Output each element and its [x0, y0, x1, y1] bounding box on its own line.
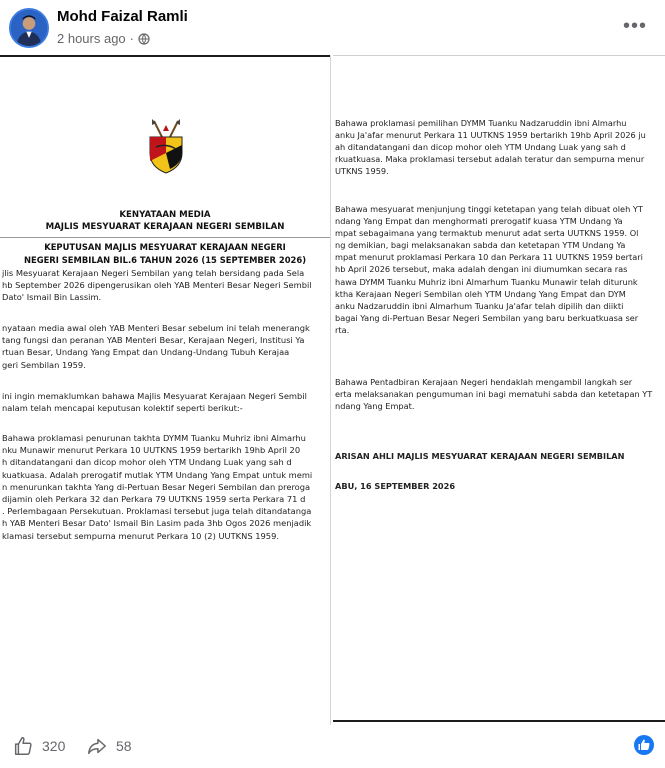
state-crest-icon: [140, 117, 192, 175]
doc-line: Bahawa Pentadbiran Kerajaan Negeri hendaklah mengambil langkah ser: [335, 377, 633, 387]
like-button[interactable]: [12, 735, 65, 757]
doc-paragraph: [2, 432, 312, 542]
share-icon: [86, 735, 108, 757]
doc-line: Bahawa proklamasi pemilihan DYMM Tuanku Nadzaruddin ibni Almarhu: [335, 118, 627, 128]
author-name[interactable]: Mohd Faizal Ramli: [57, 8, 188, 25]
like-reaction-icon[interactable]: [634, 735, 654, 755]
doc-line: ndang Yang Empat.: [335, 401, 415, 412]
post-image[interactable]: [0, 55, 665, 730]
doc-line: tang fungsi dan peranan YAB Menteri Besar, Kerajaan Negeri, Institusi Ya: [2, 335, 305, 346]
like-count: 320: [42, 738, 66, 754]
doc-heading: KENYATAAN MEDIA: [119, 210, 211, 220]
doc-line: ng demikian, bagi melaksanakan sabda dan ketetapan YTM Undang Ya: [335, 240, 626, 251]
doc-line: h YAB Menteri Besar Dato' Ismail Bin Lasim pada 3hb Ogos 2026 menjadik: [2, 518, 312, 529]
divider: [330, 55, 665, 56]
doc-line: jlis Mesyuarat Kerajaan Negeri Sembilan yang telah bersidang pada Sela: [2, 268, 305, 278]
doc-signature-line: ARISAN AHLI MAJLIS MESYUARAT KERAJAAN NEGERI SEMBILAN: [335, 451, 625, 461]
post-header: [0, 0, 665, 56]
thumbs-up-icon: [12, 735, 34, 757]
doc-line: rtuan Besar, Undang Yang Empat dan Undang-Undang Tubuh Kerajaa: [2, 347, 290, 358]
avatar[interactable]: [9, 8, 49, 48]
doc-line: Dato' Ismail Bin Lassim.: [2, 292, 102, 303]
doc-paragraph: [335, 203, 643, 336]
doc-line: nalam telah mencapai keputusan kolektif seperti berikut:-: [2, 403, 243, 414]
doc-line: nku Munawir menurut Perkara 10 UUTKNS 1959 bertarikh 19hb April 20: [2, 445, 301, 456]
doc-subheading: MAJLIS MESYUARAT KERAJAAN NEGERI SEMBILAN: [45, 222, 285, 232]
doc-line: Bahawa mesyuarat menjunjung tinggi ketetapan yang telah dibuat oleh YT: [335, 204, 643, 214]
doc-line: dijamin oleh Perkara 32 dan Perkara 79 UUTKNS 1959 serta Perkara 71 d: [2, 494, 306, 505]
doc-line: kuatkuasa. Adalah prerogatif mutlak YTM Undang Yang Empat untuk memi: [2, 469, 313, 480]
doc-line: ini ingin memaklumkan bahawa Majlis Mesyuarat Kerajaan Negeri Sembil: [2, 391, 307, 401]
doc-line: n menurunkan takhta Yang di-Pertuan Besar Negeri Sembilan dan preroga: [2, 481, 311, 492]
doc-line: ktha Kerajaan Negeri Sembilan oleh YTM Undang Yang Empat dan DYM: [335, 288, 626, 299]
doc-date-line: ABU, 16 SEPTEMBER 2026: [335, 481, 456, 491]
doc-line: h ditandatangani dan dicop mohor oleh YTM Undang Luak yang sah d: [2, 457, 292, 468]
doc-line: nyataan media awal oleh YAB Menteri Besar sebelum ini telah menerangk: [2, 323, 310, 333]
doc-paragraph: [335, 376, 652, 412]
doc-line: rkuatkuasa. Maka proklamasi tersebut adalah teratur dan sempurna menur: [335, 154, 645, 165]
divider: [0, 237, 330, 238]
post-meta: 2 hours ago ·: [57, 31, 150, 46]
more-options-icon[interactable]: •••: [622, 15, 647, 37]
globe-icon: [138, 33, 150, 45]
doc-line: ah ditandatangani dan dicop mohor oleh YTM Undang Luak yang sah d: [335, 142, 626, 153]
doc-line: ndang Yang Empat dan menghormati prerogatif kuasa YTM Undang Ya: [335, 216, 623, 227]
doc-paragraph: [2, 322, 310, 371]
post-actions: [0, 730, 665, 768]
doc-line: . Perlembagaan Persekutuan. Proklamasi tersebut juga telah ditandatanga: [2, 506, 312, 517]
doc-line: anku Nadzaruddin ibni Almarhum Tuanku Ja'afar telah dipilih dan diikti: [335, 300, 624, 311]
doc-line: hb April 2026 tersebut, maka adalah dengan ini diumumkan secara ras: [335, 264, 628, 275]
post-time[interactable]: 2 hours ago: [57, 31, 126, 46]
doc-paragraph: [2, 267, 312, 304]
document-page-left: [0, 57, 330, 730]
doc-line: erta melaksanakan pengumuman ini bagi mematuhi sabda dan ketetapan YT: [335, 389, 653, 400]
doc-paragraph: [335, 117, 646, 177]
doc-line: Bahawa proklamasi penurunan takhta DYMM Tuanku Muhriz ibni Almarhu: [2, 433, 306, 443]
divider: [333, 720, 665, 722]
doc-line: geri Sembilan 1959.: [2, 359, 86, 370]
doc-line: rta.: [335, 324, 350, 335]
doc-title-line2: NEGERI SEMBILAN BIL.6 TAHUN 2026 (15 SEPTEMBER 2026): [23, 255, 307, 265]
doc-line: bagai Yang di-Pertuan Besar Negeri Sembilan yang baru berkuatkuasa ser: [335, 312, 639, 323]
doc-line: mpat menurut proklamasi Perkara 10 dan Perkara 11 UUTKNS 1959 bertari: [335, 252, 643, 263]
share-count: 58: [116, 738, 132, 754]
doc-title-line1: KEPUTUSAN MAJLIS MESYUARAT KERAJAAN NEGERI: [44, 242, 286, 252]
doc-line: anku Ja'afar menurut Perkara 11 UUTKNS 1959 bertarikh 19hb April 2026 ju: [335, 130, 646, 141]
share-button[interactable]: [86, 735, 132, 757]
doc-line: UTKNS 1959.: [335, 166, 389, 177]
doc-line: hawa DYMM Tuanku Muhriz ibni Almarhum Tuanku Munawir telah diturunk: [335, 276, 638, 287]
doc-line: mpat sebagaimana yang termaktub menurut adat serta UUTKNS 1959. Ol: [335, 228, 639, 239]
doc-line: klamasi tersebut sempurna menurut Perkara 10 (2) UUTKNS 1959.: [2, 530, 279, 541]
doc-line: hb September 2026 dipengerusikan oleh YAB Menteri Besar Negeri Sembil: [2, 280, 312, 291]
doc-paragraph: [2, 390, 307, 414]
document-page-right: [333, 57, 665, 722]
